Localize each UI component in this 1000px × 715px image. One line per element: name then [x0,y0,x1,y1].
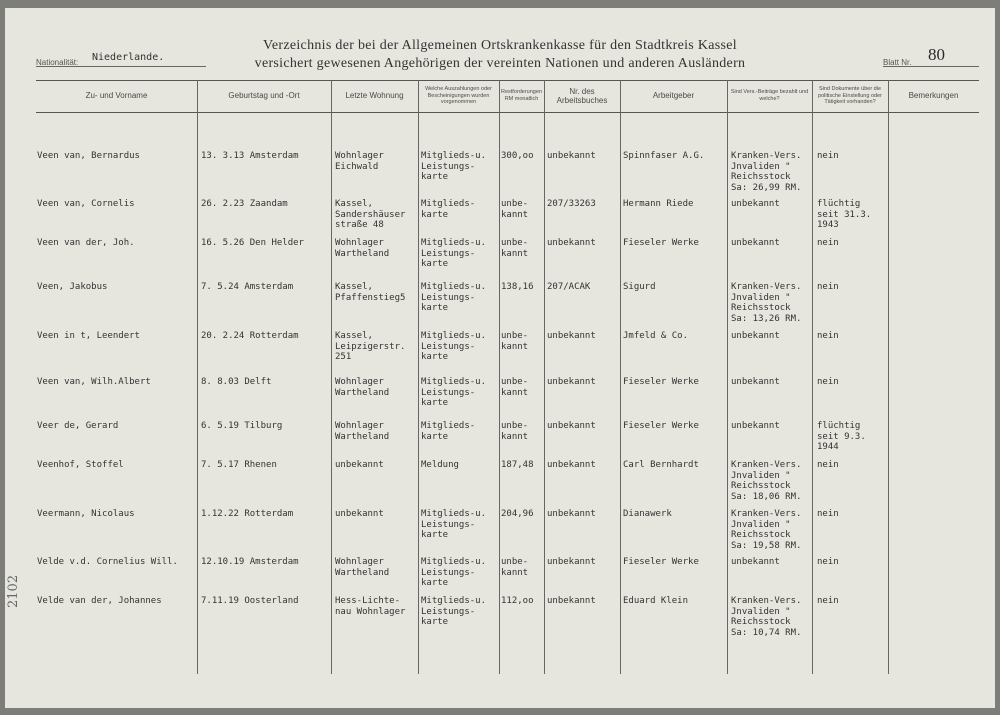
cell-employer: Dianawerk [623,509,672,519]
cell-residence: Kassel, Sandershäuser straße 48 [335,199,406,230]
cell-birth: 8. 8.03 Delft [201,377,272,387]
cell-payment: Mitglieds-u. Leistungs- karte [421,331,487,362]
margin-stamp-text: 2102 [6,574,21,608]
column-divider [544,80,545,674]
cell-residence: Wohnlager Wartheland [335,238,390,259]
cell-residence: Kassel, Leipzigerstr. 251 [335,331,406,362]
cell-amount: unbe- kannt [501,331,529,352]
cell-name: Veer de, Gerard [37,421,119,431]
cell-birth: 7. 5.24 Amsterdam [201,282,294,292]
cell-employer: Carl Bernhardt [623,460,699,470]
cell-residence: Wohnlager Eichwald [335,151,384,172]
cell-employer: Fieseler Werke [623,377,699,387]
column-header-birth: Geburtstag und -Ort [228,91,300,101]
cell-name: Velde v.d. Cornelius Will. [37,557,178,567]
cell-name: Veen van, Bernardus [37,151,140,161]
cell-birth: 7. 5.17 Rhenen [201,460,277,470]
cell-employer: Eduard Klein [623,596,689,606]
cell-insurance: Kranken-Vers. Jnvaliden " Reichsstock Sa: 19,58 RM. [731,509,802,551]
cell-political: nein [817,377,839,387]
cell-political: nein [817,151,839,161]
cell-birth: 16. 5.26 Den Helder [201,238,304,248]
cell-payment: Mitglieds-u. Leistungs- karte [421,282,487,313]
sheet-number-label: Blatt Nr. [883,58,912,67]
cell-workbook: unbekannt [547,557,596,567]
column-header-workbook: Nr. des Arbeitsbuches [556,86,608,105]
cell-name: Velde van der, Johannes [37,596,162,606]
cell-employer: Spinnfaser A.G. [623,151,705,161]
cell-political: nein [817,238,839,248]
cell-employer: Hermann Riede [623,199,694,209]
cell-employer: Sigurd [623,282,656,292]
cell-birth: 1.12.22 Rotterdam [201,509,294,519]
cell-name: Veenhof, Stoffel [37,460,124,470]
column-divider [331,80,332,674]
cell-political: nein [817,509,839,519]
cell-employer: Fieseler Werke [623,557,699,567]
cell-amount: unbe- kannt [501,238,529,259]
cell-insurance: Kranken-Vers. Jnvaliden " Reichsstock Sa: 13,26 RM. [731,282,802,324]
cell-insurance: Kranken-Vers. Jnvaliden " Reichsstock Sa: 18,06 RM. [731,460,802,502]
cell-political: nein [817,282,839,292]
cell-payment: Mitglieds-u. Leistungs- karte [421,377,487,408]
cell-amount: 112,oo [501,596,534,606]
cell-amount: unbe- kannt [501,557,529,578]
cell-political: nein [817,460,839,470]
margin-stamp [6,562,28,612]
cell-name: Veen, Jakobus [37,282,108,292]
column-header-insurance: Sind Vers.-Beiträge bezahlt und welche? [730,89,809,102]
column-divider [197,80,198,674]
nationality-label: Nationalität: [36,58,79,67]
cell-payment: Mitglieds-u. Leistungs- karte [421,596,487,627]
cell-workbook: 207/ACAK [547,282,591,292]
cell-residence: Wohnlager Wartheland [335,377,390,398]
cell-workbook: unbekannt [547,509,596,519]
cell-insurance: Kranken-Vers. Jnvaliden " Reichsstock Sa: 10,74 RM. [731,596,802,638]
cell-insurance: unbekannt [731,377,780,387]
cell-amount: unbe- kannt [501,421,529,442]
cell-insurance: unbekannt [731,199,780,209]
cell-birth: 12.10.19 Amsterdam [201,557,299,567]
cell-workbook: unbekannt [547,460,596,470]
cell-birth: 6. 5.19 Tilburg [201,421,283,431]
cell-political: nein [817,557,839,567]
cell-residence: Wohnlager Wartheland [335,421,390,442]
cell-amount: 187,48 [501,460,534,470]
cell-payment: Mitglieds-u. Leistungs- karte [421,238,487,269]
cell-insurance: unbekannt [731,557,780,567]
cell-insurance: Kranken-Vers. Jnvaliden " Reichsstock Sa: 26,99 RM. [731,151,802,193]
cell-political: flüchtig seit 31.3. 1943 [817,199,872,230]
cell-payment: Mitglieds-u. Leistungs- karte [421,151,487,182]
cell-name: Veen van der, Joh. [37,238,135,248]
cell-birth: 7.11.19 Oosterland [201,596,299,606]
table-header-rule [36,112,979,113]
document-title-line-2: versichert gewesenen Angehörigen der vereinten Nationen und anderen Ausländern [254,56,746,71]
cell-birth: 13. 3.13 Amsterdam [201,151,299,161]
cell-political: nein [817,331,839,341]
cell-payment: Mitglieds-u. Leistungs- karte [421,509,487,540]
cell-insurance: unbekannt [731,421,780,431]
cell-birth: 20. 2.24 Rotterdam [201,331,299,341]
cell-workbook: unbekannt [547,377,596,387]
cell-residence: Kassel, Pfaffenstieg5 [335,282,406,303]
column-header-political: Sind Dokumente über die politische Einstellung oder Tätigkeit vorhanden? [818,86,882,106]
cell-employer: Jmfeld & Co. [623,331,689,341]
document-title-line-1: Verzeichnis der bei der Allgemeinen Ortskrankenkasse für den Stadtkreis Kassel [263,38,737,53]
cell-insurance: unbekannt [731,238,780,248]
column-header-name: Zu- und Vorname [85,91,148,101]
cell-workbook: unbekannt [547,151,596,161]
cell-workbook: unbekannt [547,421,596,431]
column-divider [499,80,500,674]
cell-employer: Fieseler Werke [623,238,699,248]
column-divider [620,80,621,674]
cell-payment: Mitglieds- karte [421,421,476,442]
cell-name: Veermann, Nicolaus [37,509,135,519]
cell-insurance: unbekannt [731,331,780,341]
cell-payment: Meldung [421,460,459,470]
cell-workbook: 207/33263 [547,199,596,209]
cell-residence: unbekannt [335,460,384,470]
column-divider [812,80,813,674]
column-divider [727,80,728,674]
sheet-number-underline [883,66,979,67]
nationality-underline [36,66,206,67]
cell-political: flüchtig seit 9.3. 1944 [817,421,866,452]
column-header-residence: Letzte Wohnung [345,91,404,101]
column-divider [888,80,889,674]
column-header-payments: Welche Auszahlungen oder Bescheinigungen wurden vorgenommen [425,86,492,106]
cell-payment: Mitglieds-u. Leistungs- karte [421,557,487,588]
cell-amount: 138,16 [501,282,534,292]
nationality-value: Niederlande. [92,52,165,63]
cell-amount: 300,oo [501,151,534,161]
cell-name: Veen van, Cornelis [37,199,135,209]
cell-employer: Fieseler Werke [623,421,699,431]
column-header-remarks: Bemerkungen [908,91,959,101]
cell-amount: unbe- kannt [501,199,529,220]
cell-birth: 26. 2.23 Zaandam [201,199,288,209]
column-divider [418,80,419,674]
cell-name: Veen in t, Leendert [37,331,140,341]
cell-amount: unbe- kannt [501,377,529,398]
column-header-employer: Arbeitgeber [652,91,695,101]
cell-political: nein [817,596,839,606]
cell-name: Veen van, Wilh.Albert [37,377,151,387]
cell-payment: Mitglieds- karte [421,199,476,220]
cell-residence: unbekannt [335,509,384,519]
cell-workbook: unbekannt [547,596,596,606]
sheet-number-value: 80 [928,45,945,64]
cell-residence: Wohnlager Wartheland [335,557,390,578]
cell-workbook: unbekannt [547,331,596,341]
cell-residence: Hess-Lichte- nau Wohnlager [335,596,406,617]
cell-workbook: unbekannt [547,238,596,248]
column-header-amount: Restforderungen RM monatlich [501,89,542,102]
cell-amount: 204,96 [501,509,534,519]
